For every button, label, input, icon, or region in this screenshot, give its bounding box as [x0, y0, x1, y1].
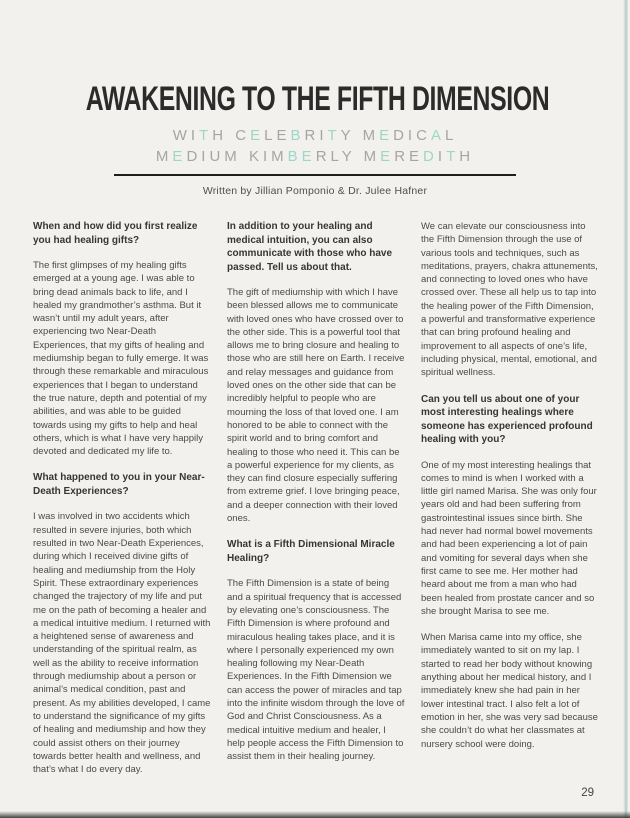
article-subtitle	[0, 125, 630, 167]
article-column	[421, 220, 600, 789]
question-heading: In addition to your healing and medical intuition, you can also communicate with those who have passed. Tell us about that.	[227, 221, 393, 273]
answer-paragraph: When Marisa came into my office, she immediately wanted to sit on my lap. I started to read her body without knowing anything about her medical history, and I immediately knew she had pain in her lower intestinal tract. I also felt a lot of emotion in her, she was very sad because she couldn’t do what her classmates at nursery school were doing.	[421, 632, 598, 750]
answer-paragraph: The gift of mediumship with which I have been blessed allows me to communicate with loved ones who have crossed over to the other side. This is a powerful tool that allows me to bring closure and healing to those who are still here on Earth. I receive and relay messages and guidance from loved ones on the other side that can be incredibly helpful to people who are mourning the loss of that loved one. I am honored to be able to connect with the spirit world and to bring comfort and healing to those who need it. This can be a powerful experience for my clients, as they can find closure especially suffering from extreme grief. I love bringing peace, and a deeper connection with their loved ones.	[227, 287, 405, 525]
answer-paragraph: The Fifth Dimension is a state of being and a spiritual frequency that is accessed by elevating one’s consciousness. The Fifth Dimension is where profound and miraculous healing takes place, and it is where I personally experienced my own healing following my Near-Death Experiences. In the Fifth Dimension we can access the power of miracles and tap into the infinite wisdom through the love of God and Christ Consciousness. As a medical intuitive medium and healer, I help people access the Fifth Dimension to assist them in their healing journey.	[227, 578, 405, 763]
article-columns	[0, 220, 630, 789]
answer-paragraph: I was involved in two accidents which resulted in severe injuries, both which resulted in two Near-Death Experiences, during which I received divine gifts of healing and mediumship from the Holy Spirit. These extraordinary experiences changed the trajectory of my life and put me on the path of becoming a healer and a medical intuitive medium. I returned with a heightened sense of awareness and understanding of the spiritual realm, as well as the ability to receive information through mediumship about a person or animal’s medical condition, past and present. As my abilities developed, I came to understand the significance of my gifts of healing and mediumship and how they could assist others on their journey towards better health and wellness, and that’s what I do every day.	[33, 511, 211, 776]
scan-edge-bottom	[0, 811, 630, 818]
subtitle-line: MEDIUM KIMBERLY MEREDITH	[155, 148, 475, 165]
byline: Written by Jillian Pomponio & Dr. Julee Hafner	[202, 185, 428, 197]
question-heading: What happened to you in your Near-Death Experiences?	[33, 472, 205, 497]
article-title	[0, 82, 630, 116]
question-heading: When and how did you first realize you had healing gifts?	[33, 221, 198, 246]
subtitle-line: WITH CELEBRITY MEDICAL	[172, 127, 458, 144]
page-number: 29	[581, 787, 594, 799]
article-column	[33, 220, 212, 789]
answer-paragraph: We can elevate our consciousness into the Fifth Dimension through the use of various tools and techniques, such as meditations, prayers, chakra attunements, and connecting to loved ones who have crossed over. These all help us to tap into the healing power of the Fifth Dimension, a powerful and transformative experience that can bring profound healing and improvement to all aspects of one’s life, including physical, mental, emotional, and spiritual wellness.	[421, 221, 598, 379]
article-column	[227, 220, 406, 789]
scan-edge-right	[623, 0, 628, 818]
answer-paragraph: One of my most interesting healings that comes to mind is when I worked with a little girl named Marisa. She was only four years old and had been suffering from gastrointestinal issues since birth. She had never had normal bowel movements and had been experiencing a lot of pain and vomiting for several days when she first came to see me. Her mother had heard about me from a man who had been healed from prostate cancer and so she brought Marisa to see me.	[421, 459, 597, 617]
article-title-text: AWAKENING TO THE FIFTH DIMENSION	[85, 80, 550, 118]
question-heading: Can you tell us about one of your most interesting healings where someone has experienced profound healing with you?	[421, 393, 593, 446]
header-divider	[114, 174, 516, 176]
answer-paragraph: The first glimpses of my healing gifts emerged at a young age. I was able to bring dead animals back to life, and I healed my grandmother’s asthma. But it wasn’t until my adult years, after experiencing two Near-Death Experiences, that my gifts of healing and mediumship began to fully emerge. It was through these remarkable and miraculous experiences that I began to understand the true nature, depth and potential of my abilities, and was able to be guided towards using my gifts to help and heal others, which is what I have very happily devoted and dedicated my life to.	[33, 260, 209, 458]
question-heading: What is a Fifth Dimensional Miracle Healing?	[227, 539, 395, 564]
article-header	[0, 0, 630, 197]
